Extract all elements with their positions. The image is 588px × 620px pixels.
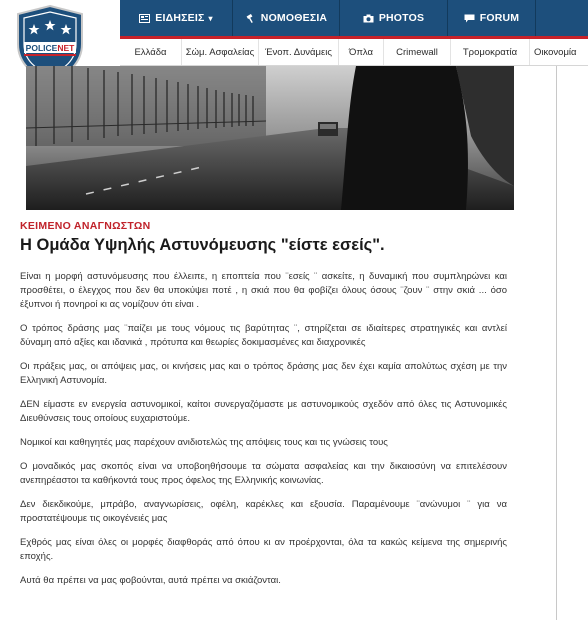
article-category[interactable]: ΚΕΙΜΕΝΟ ΑΝΑΓΝΩΣΤΩΝ (20, 220, 151, 232)
camera-icon (363, 14, 374, 23)
article-paragraph: Οι πράξεις μας, οι απόψεις μας, οι κινήσεις μας και ο τρόπος δράσης μας δεν έχει καμία απολύτως σχέση με την Ελληνική Αστυνομία. (20, 361, 507, 386)
subnav-weapons[interactable]: Όπλα (339, 39, 384, 65)
article-paragraph: Ο μοναδικός μας σκοπός είναι να υποβοηθήσουμε τα σώματα ασφαλείας και την δικαιοσύνη να επιτελέσουν ανεπηρέαστοι τα καθήκοντά τους προς όφελος της Ελληνικής κοινωνίας. (20, 461, 507, 486)
subnav-security-forces[interactable]: Σώμ. Ασφαλείας (182, 39, 259, 65)
subnav-armed-forces[interactable]: Ένοπ. Δυνάμεις (259, 39, 339, 65)
nav-forum[interactable] (448, 0, 536, 36)
article-paragraph: ΔΕΝ είμαστε εν ενεργεία αστυνομικοί, καίτοι συνεργαζόμαστε με αστυνομικούς σχεδόν από όλες τις Αστυνομικές Διευθύνσεις τους οποίους ευχαριστούμε. (20, 399, 507, 424)
forum-icon (464, 14, 475, 23)
nav-photos[interactable] (340, 0, 448, 36)
content-right-border (556, 66, 557, 620)
nav-forum-label: FORUM (479, 12, 520, 24)
sub-navigation (120, 39, 588, 66)
subnav-economy[interactable]: Οικονομία (534, 46, 577, 58)
article-image (26, 66, 514, 210)
nav-news-label: ΕΙΔΗΣΕΙΣ (155, 12, 205, 24)
subnav-greece[interactable]: Ελλάδα (120, 39, 182, 65)
logo-text-top: POLICE (25, 42, 58, 53)
chevron-down-icon: ▾ (208, 13, 213, 23)
article-paragraph: Ο τρόπος δράσης μας ¨παίζει με τους νόμους τις βαρύτητας ¨, στηρίζεται σε ιδιαίτερες στρατηγικές και αντλεί δύναμη από αξίες και ιδανικά , πρότυπα και θεωρίες δοκιμασμένες και διαχρονικές (20, 323, 507, 348)
article-paragraph: Εχθρός μας είναι όλες οι μορφές διαφθοράς από όπου κι αν προέρχονται, όλα τα κακώς κείμενα της σημερινής εποχής. (20, 537, 507, 562)
subnav-crimewall[interactable]: Crimewall (384, 39, 451, 65)
main-navigation (120, 0, 588, 36)
nav-news[interactable] (120, 0, 233, 36)
article-paragraph: Είναι η μορφή αστυνόμευσης που έλλειπε, η εποπτεία που ¨εσείς ¨ ασκείτε, η δυναμική που συμπληρώνει και προσθέτει, ο έλεγχος που δεν θα υποκύψει ποτέ , η σκιά που θα φοβίζει όλους όσους ¨ζουν ¨ στην σκιά ... όσο έξυπνοι ή πονηροί κι ας νομίζουν ότι είναι . (20, 271, 507, 310)
article-body (20, 270, 507, 598)
nav-photos-label: PHOTOS (378, 12, 425, 24)
newspaper-icon (139, 14, 150, 23)
logo-text-bottom: NET (57, 42, 75, 53)
gavel-icon (245, 14, 256, 23)
subnav-terrorism[interactable]: Τρομοκρατία (451, 39, 530, 65)
logo-text (24, 42, 76, 53)
article-title: Η Ομάδα Υψηλής Αστυνόμευσης "είστε εσείς". (20, 236, 385, 254)
article-paragraph: Δεν διεκδικούμε, μπράβο, αναγνωρίσεις, οφέλη, καρέκλες και εξουσία. Παραμένουμε ¨ανώνυμοι ¨ για να προστατέψουμε τις οικογένειές μας (20, 499, 507, 524)
article-paragraph: Νομικοί και καθηγητές μας παρέχουν ανιδιοτελώς της απόψεις τους και τις γνώσεις τους (20, 437, 388, 448)
article-paragraph: Αυτά θα πρέπει να μας φοβούνται, αυτά πρέπει να σκιάζονται. (20, 575, 281, 586)
nav-legislation-label: ΝΟΜΟΘΕΣΙΑ (260, 12, 328, 24)
nav-extra (536, 0, 588, 36)
nav-legislation[interactable] (233, 0, 340, 36)
